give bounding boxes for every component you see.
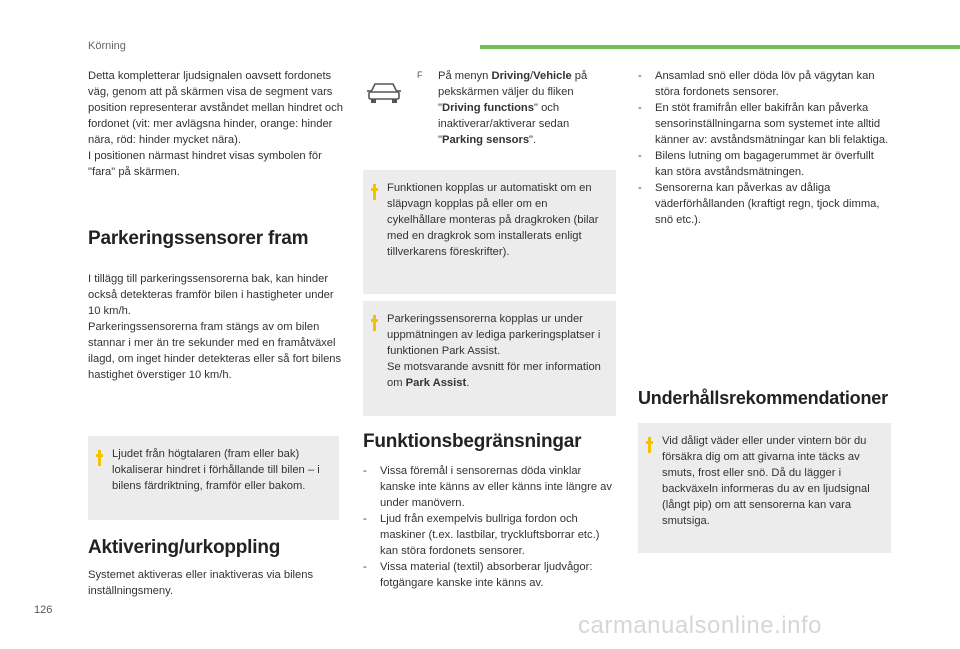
front-sensors-heading: Parkeringssensorer fram [88, 228, 309, 249]
front-paragraph-1: I tillägg till parkeringssensorerna bak, kan hinder också detekteras framför bilen i hastigheter under 10 km/h. [88, 273, 334, 317]
car-front-icon [367, 80, 401, 104]
front-sensors-text [88, 271, 344, 383]
list-item: - En stöt framifrån eller bakifrån kan påverka sensorinställningarna som systemet inte alltid känner av: avståndsmätningar kan bli felaktiga. [638, 100, 894, 148]
info-marker-icon [373, 184, 376, 200]
list-item: - Vissa föremål i sensorernas döda vinklar kanske inte känns av eller känns inte längre av under manövern. [363, 463, 613, 511]
list-item: - Vissa material (textil) absorberar ljudvågor: fotgängare kanske inte känns av. [363, 559, 613, 591]
menu-bullet: F [417, 70, 423, 80]
activation-text: Systemet aktiveras eller inaktiveras via bilens inställningsmeny. [88, 569, 314, 597]
info-marker-crossbar [646, 441, 653, 444]
menu-text-mid: på pekskärmen väljer du fliken " [438, 70, 588, 114]
info-marker-icon [648, 437, 651, 453]
list-item: - Ljud från exempelvis bullriga fordon och maskiner (t.ex. lastbilar, tryckluftsborrar etc.) kan störa fordonets sensorer. [363, 511, 613, 559]
watermark: carmanualsonline.info [578, 612, 822, 639]
limitations-list-continued [638, 68, 894, 228]
menu-slash: / [530, 70, 534, 82]
note-box-speaker [88, 436, 339, 520]
menu-vehicle: Vehicle [533, 70, 572, 82]
list-item: - Sensorerna kan påverkas av dåliga väderförhållanden (kraftigt regn, tjock dimma, snö etc.). [638, 180, 894, 228]
note-text-maintenance [662, 433, 883, 529]
menu-driving-functions: Driving functions [441, 102, 534, 114]
page-number: 126 [34, 604, 53, 616]
note-park-assist-paragraph-1: Parkeringssensorerna kopplas ur under uppmätningen av lediga parkeringsplatser i funktionen Park Assist. [387, 313, 601, 357]
note-box-trailer [363, 170, 616, 294]
menu-instruction [438, 68, 610, 148]
intro-paragraph-2: I positionen närmast hindret visas symbolen för "fara" på skärmen. [88, 150, 322, 178]
info-marker-crossbar [371, 188, 378, 191]
note-speaker-paragraph: Ljudet från högtalaren (fram eller bak) lokaliserar hindret i förhållande till bilen – i bilens färdriktning, framför eller bakom. [112, 448, 320, 492]
info-marker-icon [373, 315, 376, 331]
note-park-assist-text: Se motsvarande avsnitt för mer information om [387, 361, 601, 389]
intro-text [88, 68, 344, 180]
list-item: - Bilens lutning om bagagerummet är överfullt kan störa avståndsmätningen. [638, 148, 894, 180]
note-text-speaker [112, 446, 331, 494]
info-marker-crossbar [96, 454, 103, 457]
info-marker-crossbar [371, 319, 378, 322]
note-text-park-assist [387, 311, 608, 391]
note-box-maintenance [638, 423, 891, 553]
menu-parking-sensors: Parking sensors [441, 134, 530, 146]
note-maintenance-paragraph: Vid dåligt väder eller under vintern bör du försäkra dig om att givarna inte täcks av smuts, frost eller snö. Då du lägger i backväxeln informeras du av en ljudsignal (långt pip) om att sensorerna kan vara smutsiga. [662, 435, 870, 527]
header-accent-bar [480, 45, 960, 49]
menu-text-mid2: " och inaktiverar/aktiverar sedan " [438, 102, 570, 146]
section-title: Körning [88, 40, 126, 52]
note-box-park-assist [363, 301, 616, 416]
limitations-list [363, 463, 613, 591]
note-text-trailer [387, 180, 608, 260]
menu-text-end: ". [529, 134, 537, 146]
maintenance-heading: Underhållsrekommendationer [638, 388, 888, 408]
menu-driving: Driving [491, 70, 531, 82]
note-park-assist-bold: Park Assist [405, 377, 467, 389]
car-front-icon-svg [367, 80, 401, 104]
menu-text-pre: På menyn [438, 70, 492, 82]
list-item: - Ansamlad snö eller döda löv på vägytan kan störa fordonets sensorer. [638, 68, 894, 100]
activation-heading: Aktivering/urkoppling [88, 537, 281, 558]
note-park-assist-paragraph-2 [387, 359, 608, 391]
note-trailer-paragraph: Funktionen kopplas ur automatiskt om en släpvagn kopplas på eller om en cykelhållare monteras på dragkroken (bilar med en dragkrok som installerats enligt tillverkarens föreskrifter). [387, 182, 599, 258]
limitations-heading: Funktionsbegränsningar [363, 431, 582, 452]
note-park-assist-end: . [466, 377, 470, 389]
front-paragraph-2: Parkeringssensorerna fram stängs av om bilen stannar i mer än tre sekunder med en framåtväxel ilagd, om inget hinder detekteras eller så fort bilens hastighet överstiger 10 km/h. [88, 321, 342, 381]
intro-paragraph-1: Detta kompletterar ljudsignalen oavsett fordonets väg, genom att på skärmen visa de segment vars position representerar avståndet mellan hindret och fordonet (vit: mer avlägsna hinder, orange: hinder nära, röd: hinder mycket nära). [88, 70, 343, 146]
info-marker-icon [98, 450, 101, 466]
